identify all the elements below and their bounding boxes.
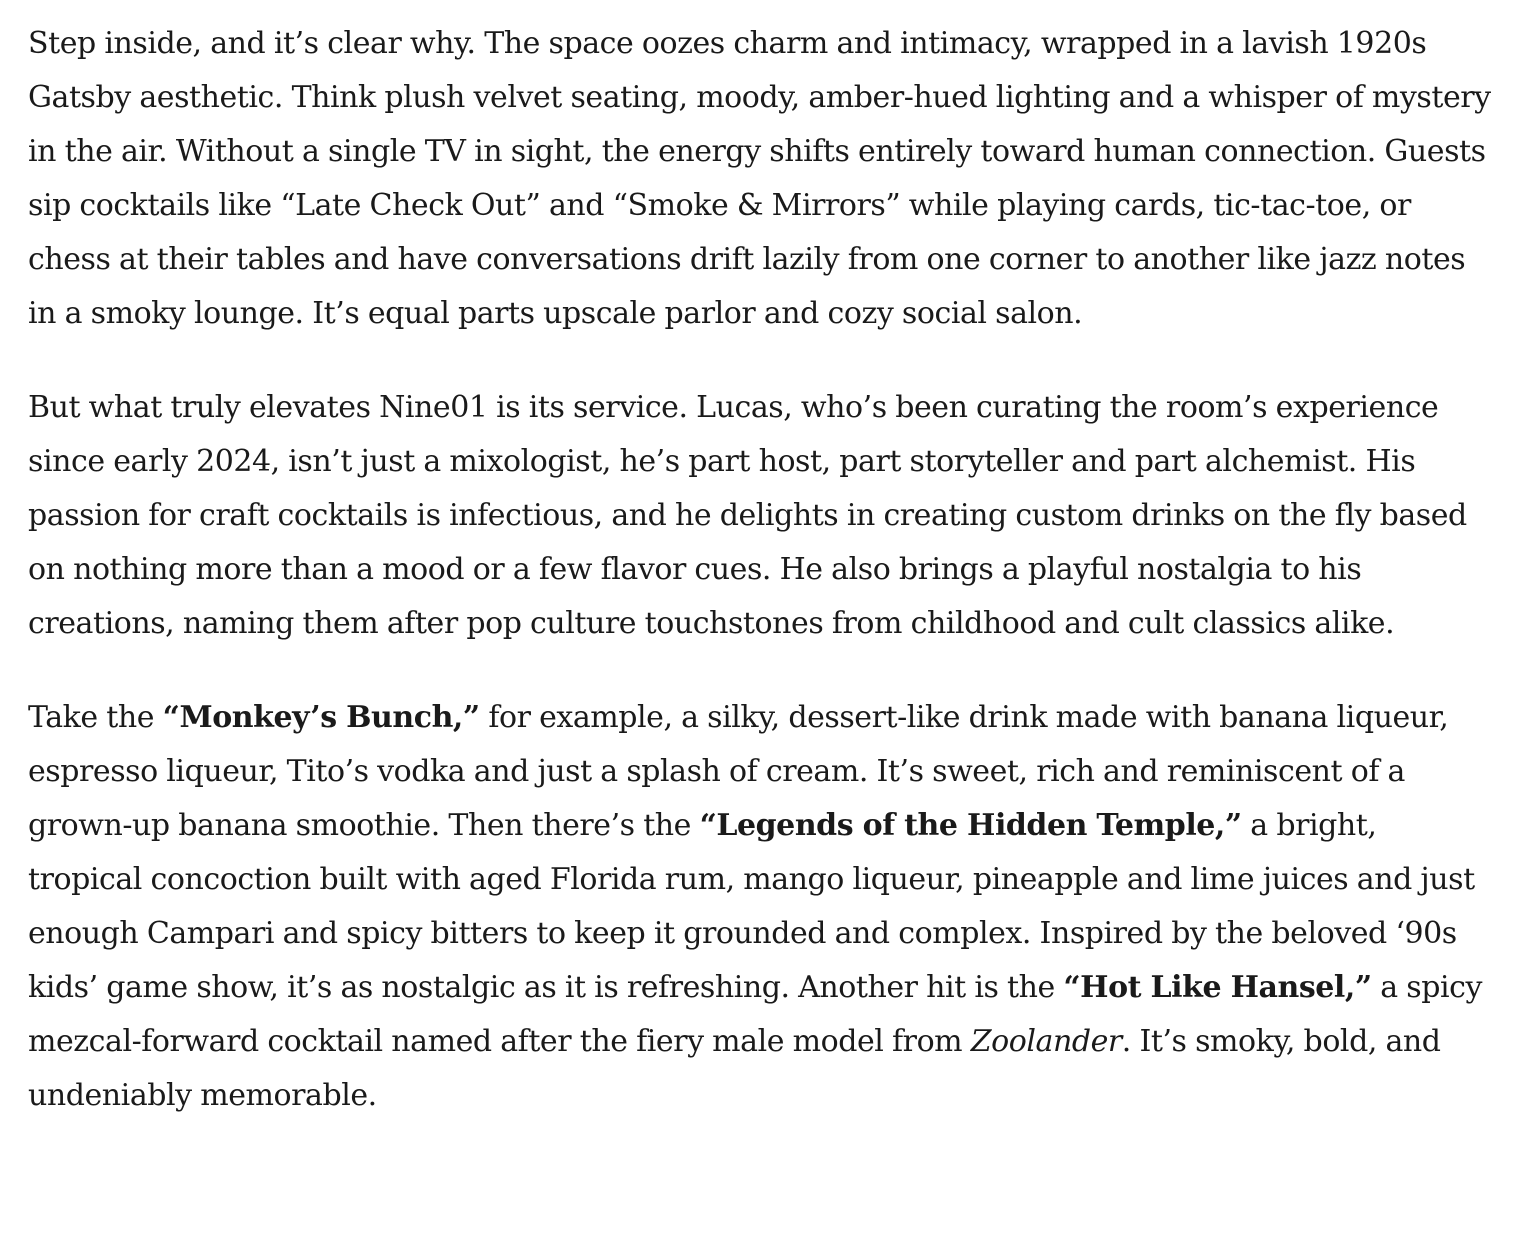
paragraph-cocktails [28, 691, 1498, 1123]
cocktail-name-legends-hidden-temple: “Legends of the Hidden Temple,” [699, 808, 1242, 843]
cocktail-text-monkeys-bunch: for example, a silky, dessert-like drink made with banana liqueur, espresso liqueur, Tito’s vodka and just a splash of cream. It’s sweet, rich and reminiscent of a grown-up banana smoothie. Then there’s the [28, 700, 1449, 843]
article-body [28, 17, 1498, 1123]
cocktail-text-legends: a bright, tropical concoction built with aged Florida rum, mango liqueur, pineapple and lime juices and just enough Campari and spicy bitters to keep it grounded and complex. Inspired by the beloved ‘90s kids’ game show, it’s as nostalgic as it is refreshing. Another hit is the [28, 808, 1475, 1005]
cocktail-name-monkeys-bunch: “Monkey’s Bunch,” [162, 700, 480, 735]
cocktail-text-intro: Take the [28, 700, 163, 735]
cocktail-text-hansel: a spicy mezcal-forward cocktail named after the fiery male model from [28, 970, 1482, 1059]
cocktail-text-closing: . It’s smoky, bold, and undeniably memorable. [28, 1024, 1441, 1113]
paragraph-atmosphere: Step inside, and it’s clear why. The space oozes charm and intimacy, wrapped in a lavish 1920s Gatsby aesthetic. Think plush velvet seating, moody, amber-hued lighting and a whisper of mystery in the air. Without a single TV in sight, the energy shifts entirely toward human connection. Guests sip cocktails like “Late Check Out” and “Smoke & Mirrors” while playing cards, tic-tac-toe, or chess at their tables and have conversations drift lazily from one corner to another like jazz notes in a smoky lounge. It’s equal parts upscale parlor and cozy social salon. [28, 26, 1491, 331]
cocktail-name-hot-like-hansel: “Hot Like Hansel,” [1063, 970, 1372, 1005]
film-title-zoolander: Zoolander [970, 1024, 1122, 1059]
paragraph-service: But what truly elevates Nine01 is its service. Lucas, who’s been curating the room’s experience since early 2024, isn’t just a mixologist, he’s part host, part storyteller and part alchemist. His passion for craft cocktails is infectious, and he delights in creating custom drinks on the fly based on nothing more than a mood or a few flavor cues. He also brings a playful nostalgia to his creations, naming them after pop culture touchstones from childhood and cult classics alike. [28, 390, 1467, 641]
